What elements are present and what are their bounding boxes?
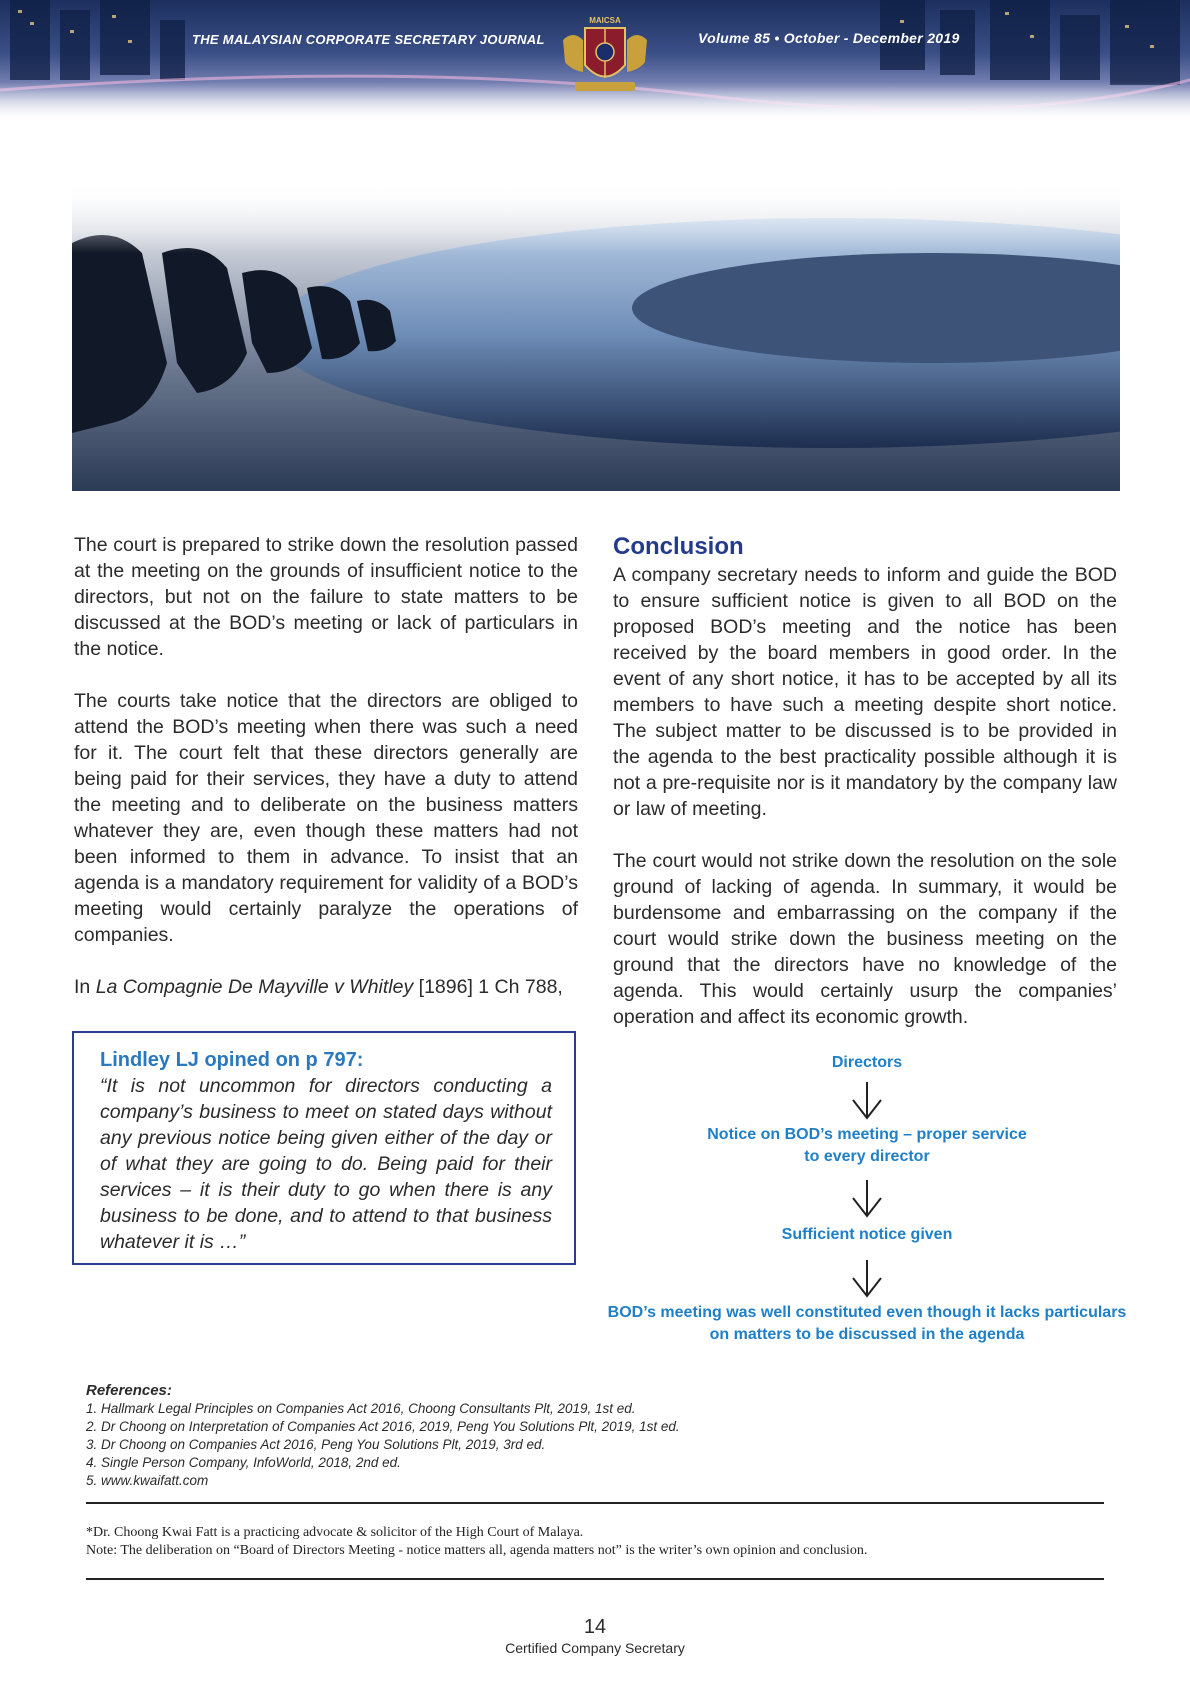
case-intro: In [74,976,96,998]
header-banner [0,0,1190,118]
reference-item: 5. www.kwaifatt.com [86,1473,209,1488]
divider-bottom [86,1578,1104,1580]
maicsa-crest-logo [545,10,665,100]
reference-item: 2. Dr Choong on Interpretation of Companies Act 2016, 2019, Peng You Solutions Plt, 2019, 1st ed. [86,1419,680,1434]
references-heading: References: [86,1382,172,1399]
down-arrow-icon [847,1080,887,1120]
conclusion-heading: Conclusion [613,533,744,560]
flow-step-sufficient-notice: Sufficient notice given [781,1226,953,1243]
disclaimer-note: Note: The deliberation on “Board of Directors Meeting - notice matters all, agenda matters not” is the writer’s own opinion and conclusion. [86,1543,868,1558]
paragraph: The court would not strike down the resolution on the sole ground of lacking of agenda. In summary, it would be burdensome and embarrassing on the company if the court would strike down the business meeting on the ground that the directors have no knowledge of the agenda. This would certainly usurp the companies’ operation and affect its economic growth. [613,850,1117,1028]
boardroom-photo [72,183,1120,491]
references [86,1382,680,1490]
journal-title: THE MALAYSIAN CORPORATE SECRETARY JOURNAL [192,32,545,47]
publication-footer: Certified Company Secretary [505,1640,685,1656]
quote-heading: Lindley LJ opined on p 797: [100,1049,364,1071]
paragraph: A company secretary needs to inform and guide the BOD to ensure sufficient notice is given to all BOD on the proposed BOD’s meeting and the notice has been received by the board members in good order. In the event of any short notice, it has to be accepted by all its members to have such a meeting despite short notice. The subject matter to be discussed is to be provided in the agenda to the best practicality possible although it is not a pre-requisite nor is it mandatory by the company law or law of meeting. [613,564,1117,820]
flow-step-notice: Notice on BOD’s meeting – proper service to every director [707,1126,1027,1165]
down-arrow-icon [847,1178,887,1218]
reference-item: 1. Hallmark Legal Principles on Companies Act 2016, Choong Consultants Plt, 2019, 1st ed. [86,1401,636,1416]
down-arrow-icon [847,1258,887,1298]
author-notes [86,1524,867,1560]
case-name: La Compagnie De Mayville v Whitley [95,976,414,998]
case-reference [74,974,578,1000]
left-column [74,532,578,1026]
reference-item: 3. Dr Choong on Companies Act 2016, Peng You Solutions Plt, 2019, 3rd ed. [86,1437,546,1452]
flow-step-directors: Directors [831,1054,903,1071]
reference-item: 4. Single Person Company, InfoWorld, 2018, 2nd ed. [86,1455,401,1470]
paragraph: The court is prepared to strike down the resolution passed at the meeting on the grounds of insufficient notice to the directors, but not on the failure to state matters to be discussed at the BOD’s meeting or lack of particulars in the notice. [74,534,578,660]
quote-box [72,1031,576,1265]
page-number: 14 [583,1616,607,1638]
case-citation: [1896] 1 Ch 788, [413,976,563,998]
author-note: *Dr. Choong Kwai Fatt is a practicing advocate & solicitor of the High Court of Malaya. [86,1525,584,1540]
right-column [613,532,1117,1056]
quote-text: “It is not uncommon for directors conducting a company’s business to meet on stated days without any previous notice being given either of the day or of what they are going to do. Being paid for their services – it is their duty to go when there is any business to be done, and to attend to that business whatever it is …” [100,1075,552,1253]
divider-top [86,1502,1104,1504]
volume-issue: Volume 85 • October - December 2019 [698,30,960,46]
flow-step-outcome: BOD’s meeting was well constituted even though it lacks particulars on matters to be discussed in the agenda [607,1304,1127,1343]
paragraph: The courts take notice that the directors are obliged to attend the BOD’s meeting when there was such a need for it. The court felt that these directors generally are being paid for their services, they have a duty to attend the meeting and to deliberate on the business matters whatever they are, even though these matters had not been informed to them in advance. To insist that an agenda is a mandatory requirement for validity of a BOD’s meeting would certainly paralyze the operations of companies. [74,690,578,946]
svg-text:MAICSA: MAICSA [589,16,621,25]
